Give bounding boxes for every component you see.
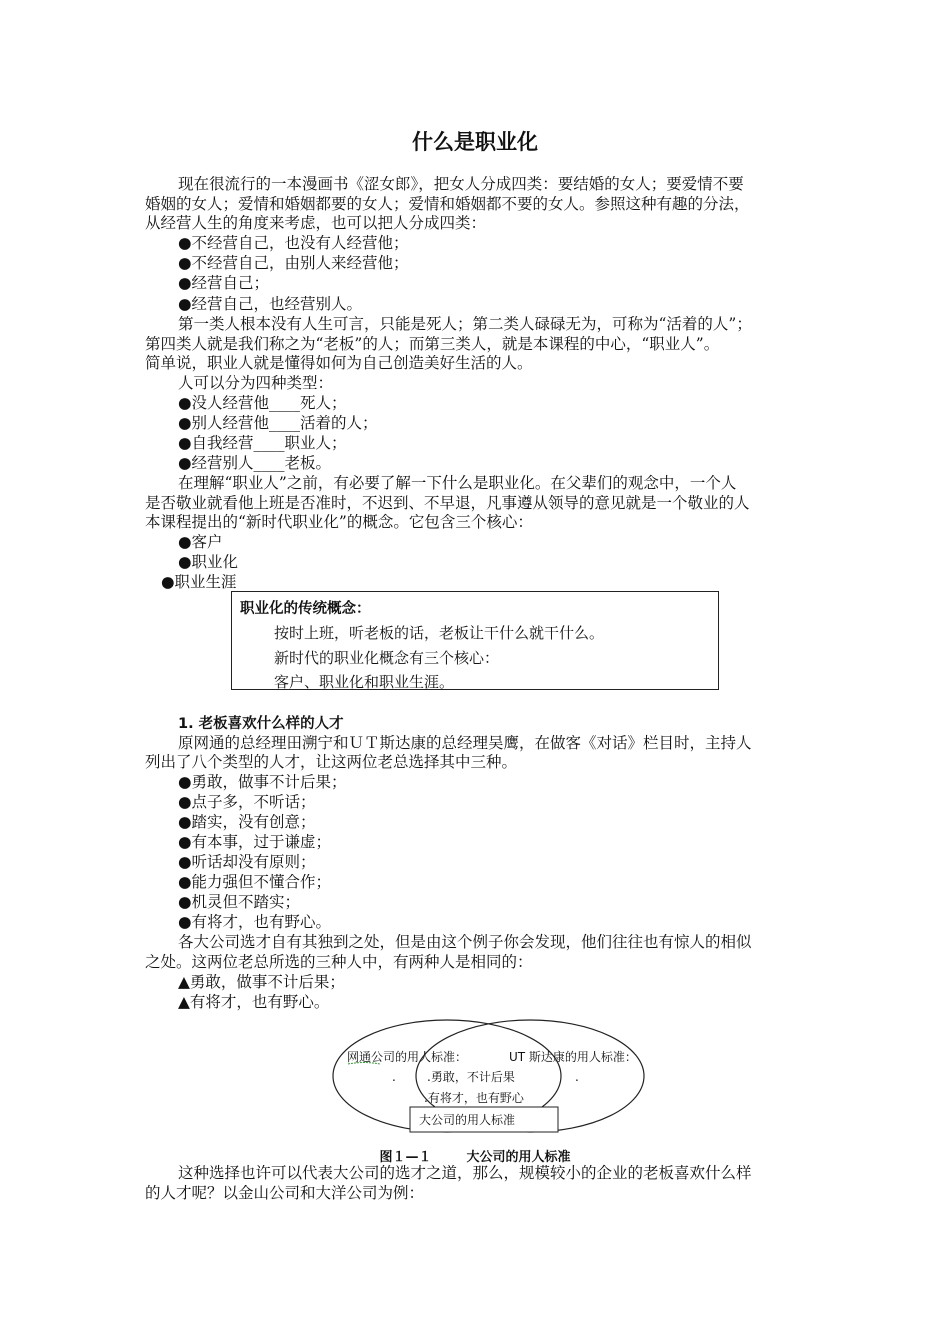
para2-line-2: 第四类人就是我们称之为“老板”的人；而第三类人，就是本课程的中心，“职业人”。 — [145, 335, 720, 353]
list-item: ●经营自己； — [178, 274, 270, 292]
list-item: ●职业生涯 — [161, 573, 237, 591]
left-dot: . — [392, 1070, 396, 1084]
para7-line-1: 这种选择也许可以代表大公司的选才之道，那么，规模较小的企业的老板喜欢什么样 — [178, 1164, 752, 1182]
page-title: 什么是职业化 — [412, 130, 538, 154]
list-item: ●职业化 — [178, 553, 239, 571]
list-item: ●别人经营他____活着的人； — [178, 414, 378, 432]
para3: 人可以分为四种类型： — [178, 374, 334, 392]
para6-line-2: 之处。这两位老总所选的三种人中，有两种人是相同的： — [145, 953, 533, 971]
para4-line-2: 是否敬业就看他上班是否准时，不迟到、不早退，凡事遵从领导的意见就是一个敬业的人 — [145, 494, 750, 512]
concept-box-line: 客户、职业化和职业生涯。 — [274, 673, 455, 691]
para4-line-1: 在理解“职业人”之前，有必要了解一下什么是职业化。在父辈们的观念中，一个人 — [178, 474, 737, 492]
concept-box-line: 按时上班，听老板的话，老板让干什么就干什么。 — [274, 624, 605, 642]
list-item: ●踏实，没有创意； — [178, 813, 316, 831]
list-item: ▲有将才，也有野心。 — [178, 993, 330, 1011]
intro-line-3: 从经营人生的角度来考虑，也可以把人分成四类： — [145, 214, 487, 232]
list-item: ●客户 — [178, 533, 223, 551]
concept-box-heading: 职业化的传统概念： — [240, 601, 371, 617]
list-item: ●能力强但不懂合作； — [178, 873, 332, 891]
list-item: ●经营别人____老板。 — [178, 454, 332, 472]
venn-diagram — [326, 1012, 650, 1138]
list-item: ●勇敢，做事不计后果； — [178, 773, 347, 791]
overlap-item: .勇敢，不计后果 — [427, 1070, 515, 1084]
para2-line-1: 第一类人根本没有人生可言，只能是死人；第二类人碌碌无为，可称为“活着的人”； — [178, 315, 752, 333]
bottom-box-label: 大公司的用人标准 — [419, 1113, 516, 1127]
figure-number: 图１—１ — [379, 1150, 432, 1165]
right-label: UT 斯达康的用人标准： — [509, 1050, 637, 1064]
para5-line-2: 列出了八个类型的人才，让这两位老总选择其中三种。 — [145, 753, 518, 771]
overlap-item: .有将才，也有野心 — [424, 1091, 524, 1105]
list-item: ●听话却没有原则； — [178, 853, 316, 871]
list-item: ●有将才，也有野心。 — [178, 913, 332, 931]
list-item: ●自我经营____职业人； — [178, 434, 347, 452]
list-item: ●有本事，过于谦虚； — [178, 833, 332, 851]
concept-box — [231, 591, 719, 690]
intro-line-1: 现在很流行的一本漫画书《涩女郎》，把女人分成四类：要结婚的女人；要爱情不要 — [178, 175, 744, 193]
left-label: 网通公司的用人标准： — [347, 1050, 468, 1064]
list-item: ●经营自己，也经营别人。 — [178, 295, 363, 313]
para2-line-3: 简单说，职业人就是懂得如何为自己创造美好生活的人。 — [145, 354, 533, 372]
list-item: ●不经营自己，也没有人经营他； — [178, 234, 409, 252]
concept-box-line: 新时代的职业化概念有三个核心： — [274, 649, 500, 667]
right-dot: . — [575, 1070, 579, 1084]
list-item: ●没人经营他____死人； — [178, 394, 347, 412]
section-heading: 1. 老板喜欢什么样的人才 — [178, 716, 344, 732]
para4-line-3: 本课程提出的“新时代职业化”的概念。它包含三个核心： — [145, 513, 533, 531]
list-item: ●不经营自己，由别人来经营他； — [178, 254, 409, 272]
list-item: ●点子多，不听话； — [178, 793, 316, 811]
para6-line-1: 各大公司选才自有其独到之处，但是由这个例子你会发现，他们往往也有惊人的相似 — [178, 933, 752, 951]
list-item: ▲勇敢，做事不计后果； — [178, 973, 345, 991]
figure-title: 大公司的用人标准 — [466, 1150, 571, 1165]
intro-line-2: 婚姻的女人；爱情和婚姻都要的女人；爱情和婚姻都不要的女人。参照这种有趣的分法， — [145, 195, 750, 213]
para5-line-1: 原网通的总经理田溯宁和ＵＴ斯达康的总经理吴鹰，在做客《对话》栏目时，主持人 — [178, 734, 752, 752]
list-item: ●机灵但不踏实； — [178, 893, 301, 911]
para7-line-2: 的人才呢？以金山公司和大洋公司为例： — [145, 1184, 425, 1202]
